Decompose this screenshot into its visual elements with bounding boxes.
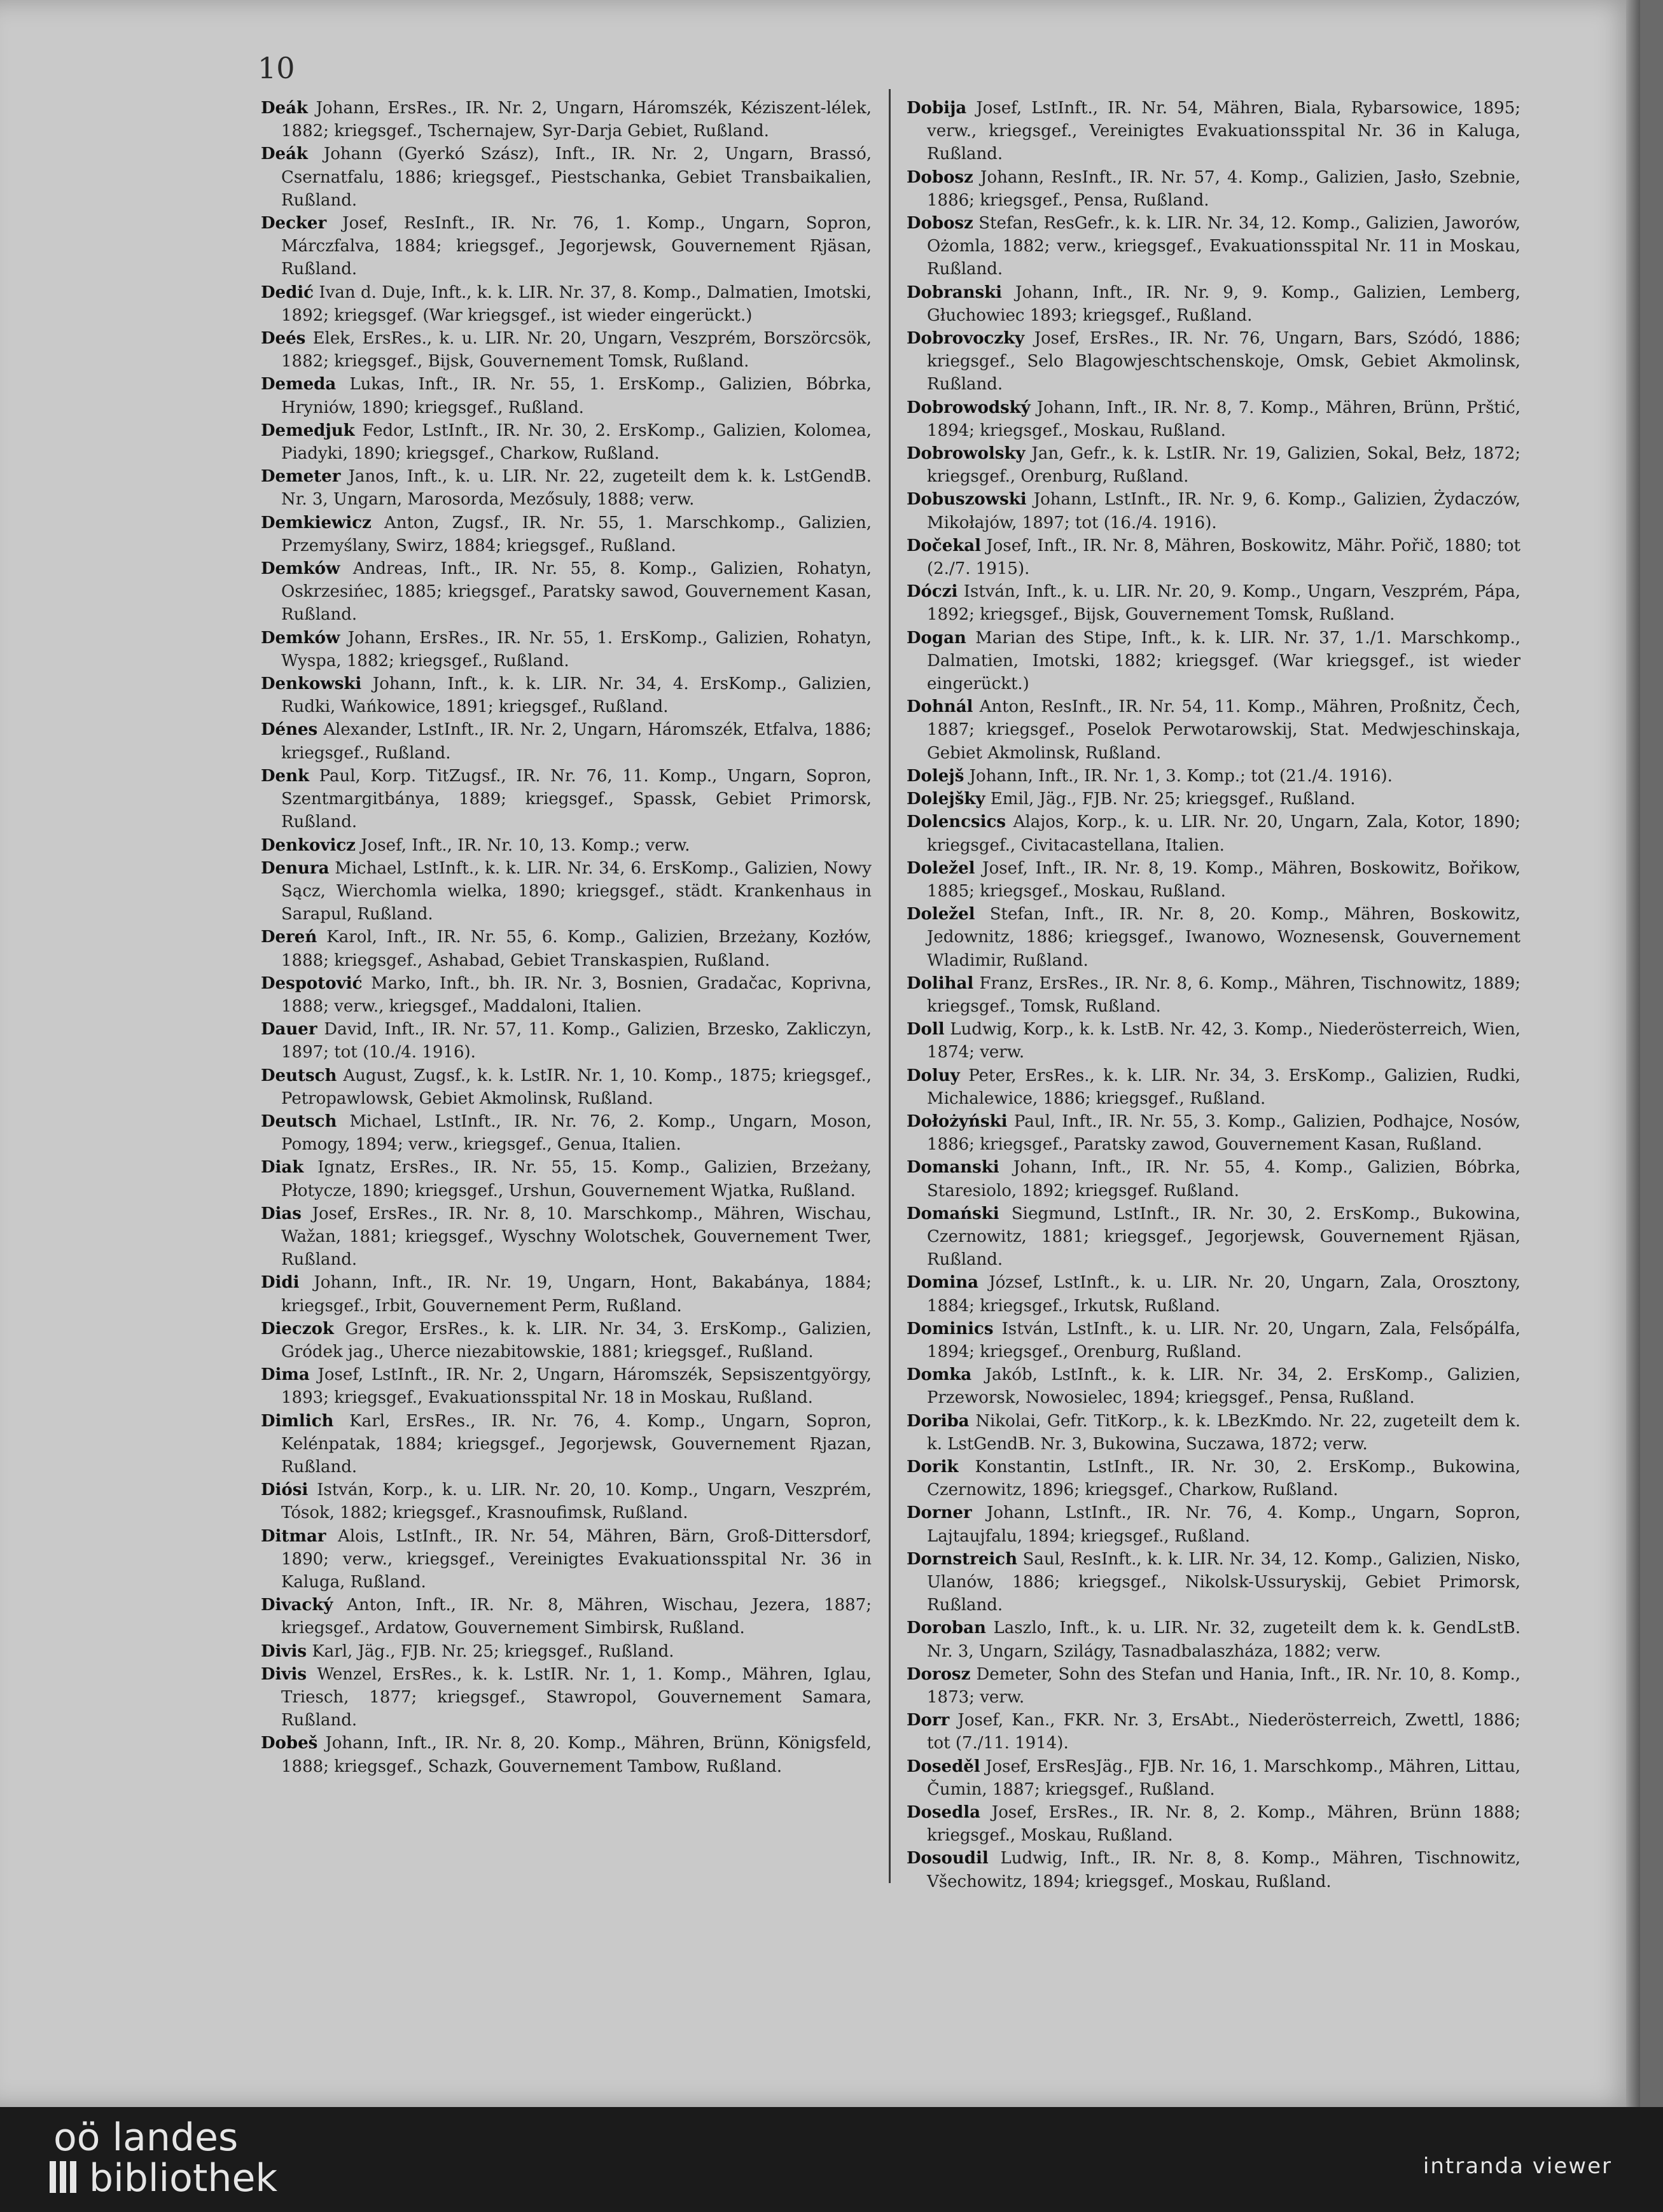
entry-details: Johann, LstInft., IR. Nr. 9, 6. Komp., Galizien, Żydaczów, Mikołajów, 1897; tot (16./4. 1916). xyxy=(927,490,1520,532)
entry-surname: Dimlich xyxy=(261,1411,334,1431)
entry-details: Josef, Inft., IR. Nr. 10, 13. Komp.; verw. xyxy=(361,835,690,855)
entry-surname: Demkiewicz xyxy=(261,513,372,532)
entry-surname: Demeda xyxy=(261,375,337,394)
entry-details: Johann, ErsRes., IR. Nr. 2, Ungarn, Háromszék, Kéziszent-lélek, 1882; kriegsgef., Tschernajew, Syr-Darja Gebiet, Rußland. xyxy=(281,99,872,141)
entry-details: Nikolai, Gefr. TitKorp., k. k. LBezKmdo. Nr. 22, zugeteilt dem k. k. LstGendB. Nr. 3, Bukowina, Suczawa, 1872; verw. xyxy=(927,1411,1520,1454)
register-entry xyxy=(907,1410,1520,1456)
entry-surname: Dornstreich xyxy=(907,1549,1017,1569)
entry-details: Johann (Gyerkó Szász), Inft., IR. Nr. 2, Ungarn, Brassó, Csernatfalu, 1886; kriegsgef., Piestschanka, Gebiet Transbaikalien, Rußland. xyxy=(281,144,872,210)
entry-surname: Doluy xyxy=(907,1066,960,1085)
entry-details: Johann, Inft., IR. Nr. 1, 3. Komp.; tot (21./4. 1916). xyxy=(969,766,1393,786)
entry-surname: Domański xyxy=(907,1204,999,1223)
register-entry xyxy=(907,1548,1520,1617)
logo-line2 xyxy=(50,2158,277,2201)
left-column xyxy=(261,97,872,1942)
register-entry xyxy=(261,972,872,1018)
entry-surname: Dóczi xyxy=(907,582,958,602)
entry-surname: Divis xyxy=(261,1664,307,1684)
entry-details: István, Inft., k. u. LIR. Nr. 20, 9. Komp., Ungarn, Veszprém, Pápa, 1892; kriegsgef., Bijsk, Gouvernement Tomsk, Rußland. xyxy=(927,582,1520,625)
register-entry xyxy=(261,557,872,627)
entry-surname: Dorner xyxy=(907,1503,972,1523)
register-entry xyxy=(907,1271,1520,1317)
entry-details: Alois, LstInft., IR. Nr. 54, Mähren, Bärn, Groß-Dittersdorf, 1890; verw., kriegsgef., Vereinigtes Evakuationsspital Nr. 36 in Kaluga, Rußland. xyxy=(281,1526,872,1592)
viewer-brand[interactable]: intranda viewer xyxy=(1423,2153,1612,2179)
entry-surname: Denkovicz xyxy=(261,835,356,855)
entry-surname: Doroban xyxy=(907,1618,986,1638)
entry-details: Johann, Inft., IR. Nr. 19, Ungarn, Hont, Bakabánya, 1884; kriegsgef., Irbit, Gouvernement Perm, Rußland. xyxy=(281,1273,872,1316)
entry-surname: Dosoudil xyxy=(907,1849,989,1868)
register-entry xyxy=(261,718,872,764)
entry-details: Josef, ResInft., IR. Nr. 76, 1. Komp., Ungarn, Sopron, Márczfalva, 1884; kriegsgef., Jegorjewsk, Gouvernement Rjäsan, Rußland. xyxy=(281,214,872,279)
entry-details: Ludwig, Inft., IR. Nr. 8, 8. Komp., Mähren, Tischnowitz, Všechowitz, 1894; kriegsgef., Moskau, Rußland. xyxy=(927,1849,1520,1891)
register-entry xyxy=(261,1318,872,1363)
entry-details: Wenzel, ErsRes., k. k. LstIR. Nr. 1, 1. Komp., Mähren, Iglau, Triesch, 1877; kriegsgef., Stawropol, Gouvernement Samara, Rußland. xyxy=(281,1664,872,1730)
register-entry xyxy=(907,1847,1520,1893)
entry-details: Laszlo, Inft., k. u. LIR. Nr. 32, zugeteilt dem k. k. GendLstB. Nr. 3, Ungarn, Szilágy, Tasnadbalaszháza, 1882; verw. xyxy=(927,1618,1520,1661)
register-entry xyxy=(907,1156,1520,1202)
register-entry xyxy=(907,1202,1520,1272)
register-entry xyxy=(907,695,1520,765)
entry-surname: Didi xyxy=(261,1273,300,1293)
entry-surname: Dolencsics xyxy=(907,812,1006,832)
register-entry xyxy=(261,327,872,373)
register-entry xyxy=(907,534,1520,580)
entry-details: Alexander, LstInft., IR. Nr. 2, Ungarn, Háromszék, Etfalva, 1886; kriegsgef., Rußland. xyxy=(281,720,872,763)
entry-details: Anton, Inft., IR. Nr. 8, Mähren, Wischau, Jezera, 1887; kriegsgef., Ardatow, Gouvernement Simbirsk, Rußland. xyxy=(281,1596,872,1638)
register-entry xyxy=(261,1594,872,1639)
entry-surname: Dolihal xyxy=(907,973,974,993)
entry-surname: Dobrowodský xyxy=(907,398,1031,417)
entry-details: Ludwig, Korp., k. k. LstB. Nr. 42, 3. Komp., Niederösterreich, Wien, 1874; verw. xyxy=(927,1020,1520,1062)
entry-surname: Doležel xyxy=(907,905,975,924)
register-entry xyxy=(261,765,872,834)
register-entry xyxy=(907,857,1520,903)
entry-details: Fedor, LstInft., IR. Nr. 30, 2. ErsKomp., Galizien, Kolomea, Piadyki, 1890; kriegsgef., Charkow, Rußland. xyxy=(281,421,872,464)
entry-surname: Divis xyxy=(261,1641,307,1661)
entry-surname: Deák xyxy=(261,99,308,118)
register-entry xyxy=(261,1156,872,1202)
entry-details: Josef, Kan., FKR. Nr. 3, ErsAbt., Niederösterreich, Zwettl, 1886; tot (7./11. 1914). xyxy=(927,1711,1520,1753)
entry-details: Johann, ResInft., IR. Nr. 57, 4. Komp., Galizien, Jasło, Szebnie, 1886; kriegsgef., Pensa, Rußland. xyxy=(927,167,1520,210)
entry-surname: Dieczok xyxy=(261,1319,334,1339)
next-page-edge xyxy=(1640,0,1663,2107)
entry-details: Stefan, Inft., IR. Nr. 8, 20. Komp., Mähren, Boskowitz, Jedownitz, 1886; kriegsgef., Iwanowo, Woznesensk, Gouvernement Wladimir, Rußland. xyxy=(927,905,1520,970)
entry-details: Josef, Inft., IR. Nr. 8, 19. Komp., Mähren, Boskowitz, Bořikow, 1885; kriegsgef., Moskau, Rußland. xyxy=(927,858,1520,901)
entry-details: Johann, ErsRes., IR. Nr. 55, 1. ErsKomp., Galizien, Rohatyn, Wyspa, 1882; kriegsgef., Rußland. xyxy=(281,628,872,671)
logo-bars-icon xyxy=(50,2160,80,2201)
entry-details: Josef, ErsRes., IR. Nr. 8, 10. Marschkomp., Mähren, Wischau, Wažan, 1881; kriegsgef., Wyschny Wolotschek, Gouvernement Twer, Rußland. xyxy=(281,1204,872,1270)
entry-surname: Denk xyxy=(261,766,310,786)
register-entry xyxy=(261,212,872,281)
entry-surname: Deés xyxy=(261,329,306,349)
entry-surname: Denura xyxy=(261,858,330,878)
entry-details: Peter, ErsRes., k. k. LIR. Nr. 34, 3. ErsKomp., Galizien, Rudki, Michalewice, 1886; kriegsgef., Rußland. xyxy=(927,1066,1520,1108)
entry-details: Siegmund, LstInft., IR. Nr. 30, 2. ErsKomp., Bukowina, Czernowitz, 1881; kriegsgef., Jegorjewsk, Gouvernement Rjäsan, Rußland. xyxy=(927,1204,1520,1270)
entry-surname: Dolejš xyxy=(907,766,964,786)
entry-surname: Denkowski xyxy=(261,674,362,694)
register-entry xyxy=(261,1525,872,1594)
entry-details: Johann, Inft., IR. Nr. 8, 7. Komp., Mähren, Brünn, Prštić, 1894; kriegsgef., Moskau, Rußland. xyxy=(927,398,1520,440)
register-entry xyxy=(907,1501,1520,1547)
register-entry xyxy=(261,1202,872,1272)
entry-surname: Dauer xyxy=(261,1020,317,1040)
entry-surname: Dias xyxy=(261,1204,302,1223)
entry-surname: Dima xyxy=(261,1365,310,1385)
entry-details: Paul, Korp. TitZugsf., IR. Nr. 76, 11. Komp., Ungarn, Sopron, Szentmargitbánya, 1889; kriegsgef., Spassk, Gebiet Primorsk, Rußland. xyxy=(281,766,872,832)
logo-line2-text: bibliothek xyxy=(89,2156,278,2201)
entry-details: Lukas, Inft., IR. Nr. 55, 1. ErsKomp., Galizien, Bóbrka, Hryniów, 1890; kriegsgef., Rußland. xyxy=(281,375,872,417)
entry-details: Josef, ErsRes., IR. Nr. 8, 2. Komp., Mähren, Brünn 1888; kriegsgef., Moskau, Rußland. xyxy=(927,1803,1520,1846)
register-entry xyxy=(261,857,872,926)
entry-details: Johann, Inft., IR. Nr. 9, 9. Komp., Galizien, Lemberg, Głuchowiec 1893; kriegsgef., Rußland. xyxy=(927,282,1520,325)
entry-details: Johann, LstInft., IR. Nr. 76, 4. Komp., Ungarn, Sopron, Lajtaujfalu, 1894; kriegsgef., Rußland. xyxy=(927,1503,1520,1546)
register-entry xyxy=(261,1110,872,1156)
entry-surname: Dobija xyxy=(907,99,967,118)
register-entry xyxy=(261,143,872,212)
register-entry xyxy=(907,396,1520,442)
register-entry xyxy=(261,627,872,672)
register-entry xyxy=(907,1617,1520,1662)
entry-surname: Despotović xyxy=(261,973,363,993)
entry-details: Johann, Inft., k. k. LIR. Nr. 34, 4. ErsKomp., Galizien, Rudki, Wańkowice, 1891; kriegsgef., Rußland. xyxy=(281,674,872,717)
register-entry xyxy=(907,1663,1520,1709)
entry-surname: Dominics xyxy=(907,1319,994,1339)
page-gutter xyxy=(1626,0,1640,2107)
entry-details: Josef, LstInft., IR. Nr. 54, Mähren, Biala, Rybarsowice, 1895; verw., kriegsgef., Vereinigtes Evakuationsspital Nr. 36 in Kaluga, Rußland. xyxy=(927,99,1520,164)
register-entry xyxy=(907,1318,1520,1363)
entry-surname: Diósi xyxy=(261,1480,309,1500)
register-entry xyxy=(907,327,1520,396)
entry-surname: Dobrowolsky xyxy=(907,444,1026,464)
entry-surname: Doseděl xyxy=(907,1756,980,1776)
entry-details: Josef, LstInft., IR. Nr. 2, Ungarn, Háromszék, Sepsiszentgyörgy, 1893; kriegsgef., Evakuationsspital Nr. 18 in Moskau, Rußland. xyxy=(281,1365,872,1408)
register-entry xyxy=(907,166,1520,212)
entry-surname: Domka xyxy=(907,1365,972,1385)
register-entry xyxy=(907,1801,1520,1847)
entry-details: Stefan, ResGefr., k. k. LIR. Nr. 34, 12. Komp., Galizien, Jaworów, Ożomla, 1882; verw., kriegsgef., Evakuationsspital Nr. 11 in Moskau, Rußland. xyxy=(927,214,1520,279)
entry-details: Jakób, LstInft., k. k. LIR. Nr. 34, 2. ErsKomp., Galizien, Przeworsk, Nowosielec, 1894; kriegsgef., Pensa, Rußland. xyxy=(927,1365,1520,1408)
entry-details: Josef, Inft., IR. Nr. 8, Mähren, Boskowitz, Mähr. Pořič, 1880; tot (2./7. 1915). xyxy=(927,536,1520,579)
entry-surname: Doriba xyxy=(907,1411,970,1431)
entry-details: Emil, Jäg., FJB. Nr. 25; kriegsgef., Rußland. xyxy=(990,790,1356,809)
register-entry xyxy=(261,1018,872,1064)
entry-surname: Deák xyxy=(261,144,308,164)
right-column xyxy=(907,97,1520,1942)
entry-surname: Deutsch xyxy=(261,1111,337,1131)
register-entry xyxy=(907,788,1520,810)
entry-details: Josef, ErsResJäg., FJB. Nr. 16, 1. Marschkomp., Mähren, Littau, Čumin, 1887; kriegsgef., Rußland. xyxy=(927,1756,1520,1799)
entry-details: Alajos, Korp., k. u. LIR. Nr. 20, Ungarn, Zala, Kotor, 1890; kriegsgef., Civitacastellana, Italien. xyxy=(927,812,1520,855)
entry-details: Janos, Inft., k. u. LIR. Nr. 22, zugeteilt dem k. k. LstGendB. Nr. 3, Ungarn, Marosorda, Mezősuly, 1888; verw. xyxy=(281,467,872,510)
entry-details: Jan, Gefr., k. k. LstIR. Nr. 19, Galizien, Sokal, Bełz, 1872; kriegsgef., Orenburg, Rußland. xyxy=(927,444,1520,487)
entry-surname: Dobosz xyxy=(907,167,973,187)
entry-details: Marian des Stipe, Inft., k. k. LIR. Nr. 37, 1./1. Marschkomp., Dalmatien, Imotski, 1882; kriegsgef. (War kriegsgef., ist wieder eingerückt.) xyxy=(927,628,1520,694)
register-entry xyxy=(261,926,872,971)
register-entry xyxy=(907,97,1520,166)
entry-details: József, LstInft., k. u. LIR. Nr. 20, Ungarn, Zala, Orosztony, 1884; kriegsgef., Irkutsk, Rußland. xyxy=(927,1273,1520,1316)
entry-surname: Dedić xyxy=(261,282,314,302)
entry-details: Johann, Inft., IR. Nr. 55, 4. Komp., Galizien, Bóbrka, Staresiolo, 1892; kriegsgef. Rußland. xyxy=(927,1158,1520,1200)
register-entry xyxy=(261,281,872,327)
entry-details: Anton, ResInft., IR. Nr. 54, 11. Komp., Mähren, Proßnitz, Čech, 1887; kriegsgef., Poselok Perwotarowskij, Stat. Medwjeschinskaja, Gebiet Akmolinsk, Rußland. xyxy=(927,697,1520,763)
entry-surname: Dohnál xyxy=(907,697,973,717)
entry-surname: Deutsch xyxy=(261,1066,337,1085)
entry-details: Saul, ResInft., k. k. LIR. Nr. 34, 12. Komp., Galizien, Nisko, Ulanów, 1886; kriegsgef., Nikolsk-Ussuryskij, Gebiet Primorsk, Rußland. xyxy=(927,1549,1520,1615)
library-logo[interactable] xyxy=(50,2117,277,2201)
register-entry xyxy=(907,903,1520,972)
register-entry xyxy=(907,442,1520,488)
register-entry xyxy=(907,1755,1520,1801)
entry-details: August, Zugsf., k. k. LstIR. Nr. 1, 10. Komp., 1875; kriegsgef., Petropawlowsk, Gebiet Akmolinsk, Rußland. xyxy=(281,1066,872,1108)
entry-details: Johann, Inft., IR. Nr. 8, 20. Komp., Mähren, Brünn, Königsfeld, 1888; kriegsgef., Schazk, Gouvernement Tambow, Rußland. xyxy=(281,1734,872,1776)
entry-surname: Dobuszowski xyxy=(907,490,1027,510)
entry-details: Karl, Jäg., FJB. Nr. 25; kriegsgef., Rußland. xyxy=(312,1641,674,1661)
entry-surname: Dorosz xyxy=(907,1664,971,1684)
register-entry xyxy=(907,627,1520,696)
entry-details: Andreas, Inft., IR. Nr. 55, 8. Komp., Galizien, Rohatyn, Oskrzesińec, 1885; kriegsgef., Paratsky sawod, Gouvernement Kasan, Rußland. xyxy=(281,559,872,625)
entry-details: Michael, LstInft., IR. Nr. 76, 2. Komp., Ungarn, Moson, Pomogy, 1894; verw., kriegsgef., Genua, Italien. xyxy=(281,1111,872,1155)
entry-details: István, Korp., k. u. LIR. Nr. 20, 10. Komp., Ungarn, Veszprém, Tósok, 1882; kriegsgef., Krasnoufimsk, Rußland. xyxy=(281,1480,872,1523)
register-entry xyxy=(261,672,872,718)
entry-details: Demeter, Sohn des Stefan und Hania, Inft., IR. Nr. 10, 8. Komp., 1873; verw. xyxy=(927,1664,1520,1708)
entry-details: Karol, Inft., IR. Nr. 55, 6. Komp., Galizien, Brzeżany, Kozłów, 1888; kriegsgef., Ashabad, Gebiet Transkaspien, Rußland. xyxy=(281,928,872,970)
register-entry xyxy=(261,373,872,419)
register-entry xyxy=(907,488,1520,534)
entry-details: David, Inft., IR. Nr. 57, 11. Komp., Galizien, Brzesko, Zakliczyn, 1897; tot (10./4. 1916). xyxy=(281,1020,872,1062)
entry-details: Gregor, ErsRes., k. k. LIR. Nr. 34, 3. ErsKomp., Galizien, Gródek jag., Uherce niezabitowskie, 1881; kriegsgef., Rußland. xyxy=(281,1319,872,1361)
register-entry xyxy=(261,1640,872,1663)
register-entry xyxy=(261,1363,872,1409)
register-entry xyxy=(907,1110,1520,1156)
register-entry xyxy=(907,580,1520,626)
register-entry xyxy=(907,972,1520,1018)
register-entry xyxy=(261,1732,872,1777)
entry-details: Michael, LstInft., k. k. LIR. Nr. 34, 6. ErsKomp., Galizien, Nowy Sącz, Wierchomla wielka, 1890; kriegsgef., städt. Krankenhaus in Sarapul, Rußland. xyxy=(281,858,872,924)
entry-details: Anton, Zugsf., IR. Nr. 55, 1. Marschkomp., Galizien, Przemyślany, Swirz, 1884; kriegsgef., Rußland. xyxy=(281,513,872,555)
entry-surname: Dereń xyxy=(261,928,317,947)
register-entry xyxy=(907,1456,1520,1501)
register-entry xyxy=(261,1064,872,1110)
entry-surname: Dorr xyxy=(907,1711,950,1730)
entry-surname: Diak xyxy=(261,1158,304,1178)
entry-surname: Dénes xyxy=(261,720,318,740)
entry-surname: Demedjuk xyxy=(261,421,355,440)
entry-details: Josef, ErsRes., IR. Nr. 76, Ungarn, Bars, Szódó, 1886; kriegsgef., Selo Blagowjeschtschenskoje, Omsk, Gebiet Akmolinsk, Rußland. xyxy=(927,329,1520,394)
entry-details: Ignatz, ErsRes., IR. Nr. 55, 15. Komp., Galizien, Brzeżany, Płotycze, 1890; kriegsgef., Urshun, Gouvernement Wjatka, Rußland. xyxy=(281,1158,872,1200)
entry-surname: Doll xyxy=(907,1020,945,1040)
entry-details: Franz, ErsRes., IR. Nr. 8, 6. Komp., Mähren, Tischnowitz, 1889; kriegsgef., Tomsk, Rußland. xyxy=(927,973,1520,1016)
entry-details: Konstantin, LstInft., IR. Nr. 30, 2. ErsKomp., Bukowina, Czernowitz, 1896; kriegsgef., Charkow, Rußland. xyxy=(927,1457,1520,1500)
register-entry xyxy=(261,97,872,143)
register-entry xyxy=(907,281,1520,327)
entry-surname: Demków xyxy=(261,559,340,579)
entry-details: Paul, Inft., IR. Nr. 55, 3. Komp., Galizien, Podhajce, Nosów, 1886; kriegsgef., Paratsky zawod, Gouvernement Kasan, Rußland. xyxy=(927,1111,1520,1155)
entry-surname: Domanski xyxy=(907,1158,999,1178)
entry-surname: Dogan xyxy=(907,628,966,648)
entry-surname: Doležel xyxy=(907,858,975,878)
column-divider xyxy=(889,89,891,1883)
register-entry xyxy=(261,1663,872,1732)
page-number: 10 xyxy=(258,51,295,85)
entry-surname: Dobranski xyxy=(907,282,1003,302)
entry-details: Ivan d. Duje, Inft., k. k. LIR. Nr. 37, 8. Komp., Dalmatien, Imotski, 1892; kriegsgef. (War kriegsgef., ist wieder eingerückt.) xyxy=(281,282,872,325)
entry-surname: Domina xyxy=(907,1273,979,1293)
entry-details: István, LstInft., k. u. LIR. Nr. 20, Ungarn, Zala, Felsőpálfa, 1894; kriegsgef., Orenburg, Rußland. xyxy=(927,1319,1520,1361)
register-entry xyxy=(907,810,1520,856)
entry-surname: Dobeš xyxy=(261,1734,318,1753)
entry-details: Marko, Inft., bh. IR. Nr. 3, Bosnien, Gradačac, Koprivna, 1888; verw., kriegsgef., Maddaloni, Italien. xyxy=(281,973,872,1016)
entry-surname: Dolejšky xyxy=(907,790,985,809)
register-entry xyxy=(261,419,872,465)
entry-surname: Decker xyxy=(261,214,327,233)
entry-surname: Dobrovoczky xyxy=(907,329,1025,349)
entry-surname: Dočekal xyxy=(907,536,981,555)
entry-surname: Demków xyxy=(261,628,340,648)
entry-surname: Dorik xyxy=(907,1457,959,1477)
register-entry xyxy=(261,511,872,557)
register-entry xyxy=(907,1363,1520,1409)
entry-details: Karl, ErsRes., IR. Nr. 76, 4. Komp., Ungarn, Sopron, Kelénpatak, 1884; kriegsgef., Jegorjewsk, Gouvernement Rjazan, Rußland. xyxy=(281,1411,872,1477)
register-entry xyxy=(261,1410,872,1479)
entry-details: Elek, ErsRes., k. u. LIR. Nr. 20, Ungarn, Veszprém, Borszörcsök, 1882; kriegsgef., Bijsk, Gouvernement Tomsk, Rußland. xyxy=(281,329,872,372)
register-entry xyxy=(261,834,872,857)
entry-surname: Dołożyński xyxy=(907,1111,1008,1131)
register-entry xyxy=(261,1478,872,1524)
register-entry xyxy=(907,212,1520,281)
register-entry xyxy=(907,765,1520,788)
register-entry xyxy=(907,1709,1520,1755)
entry-surname: Demeter xyxy=(261,467,341,487)
entry-surname: Dobosz xyxy=(907,214,973,233)
entry-surname: Ditmar xyxy=(261,1526,326,1546)
entry-surname: Divacký xyxy=(261,1596,333,1615)
register-entry xyxy=(907,1064,1520,1110)
register-entry xyxy=(261,465,872,511)
logo-line1: oö landes xyxy=(53,2115,239,2160)
entry-surname: Dosedla xyxy=(907,1803,980,1823)
register-entry xyxy=(907,1018,1520,1064)
register-entry xyxy=(261,1271,872,1317)
